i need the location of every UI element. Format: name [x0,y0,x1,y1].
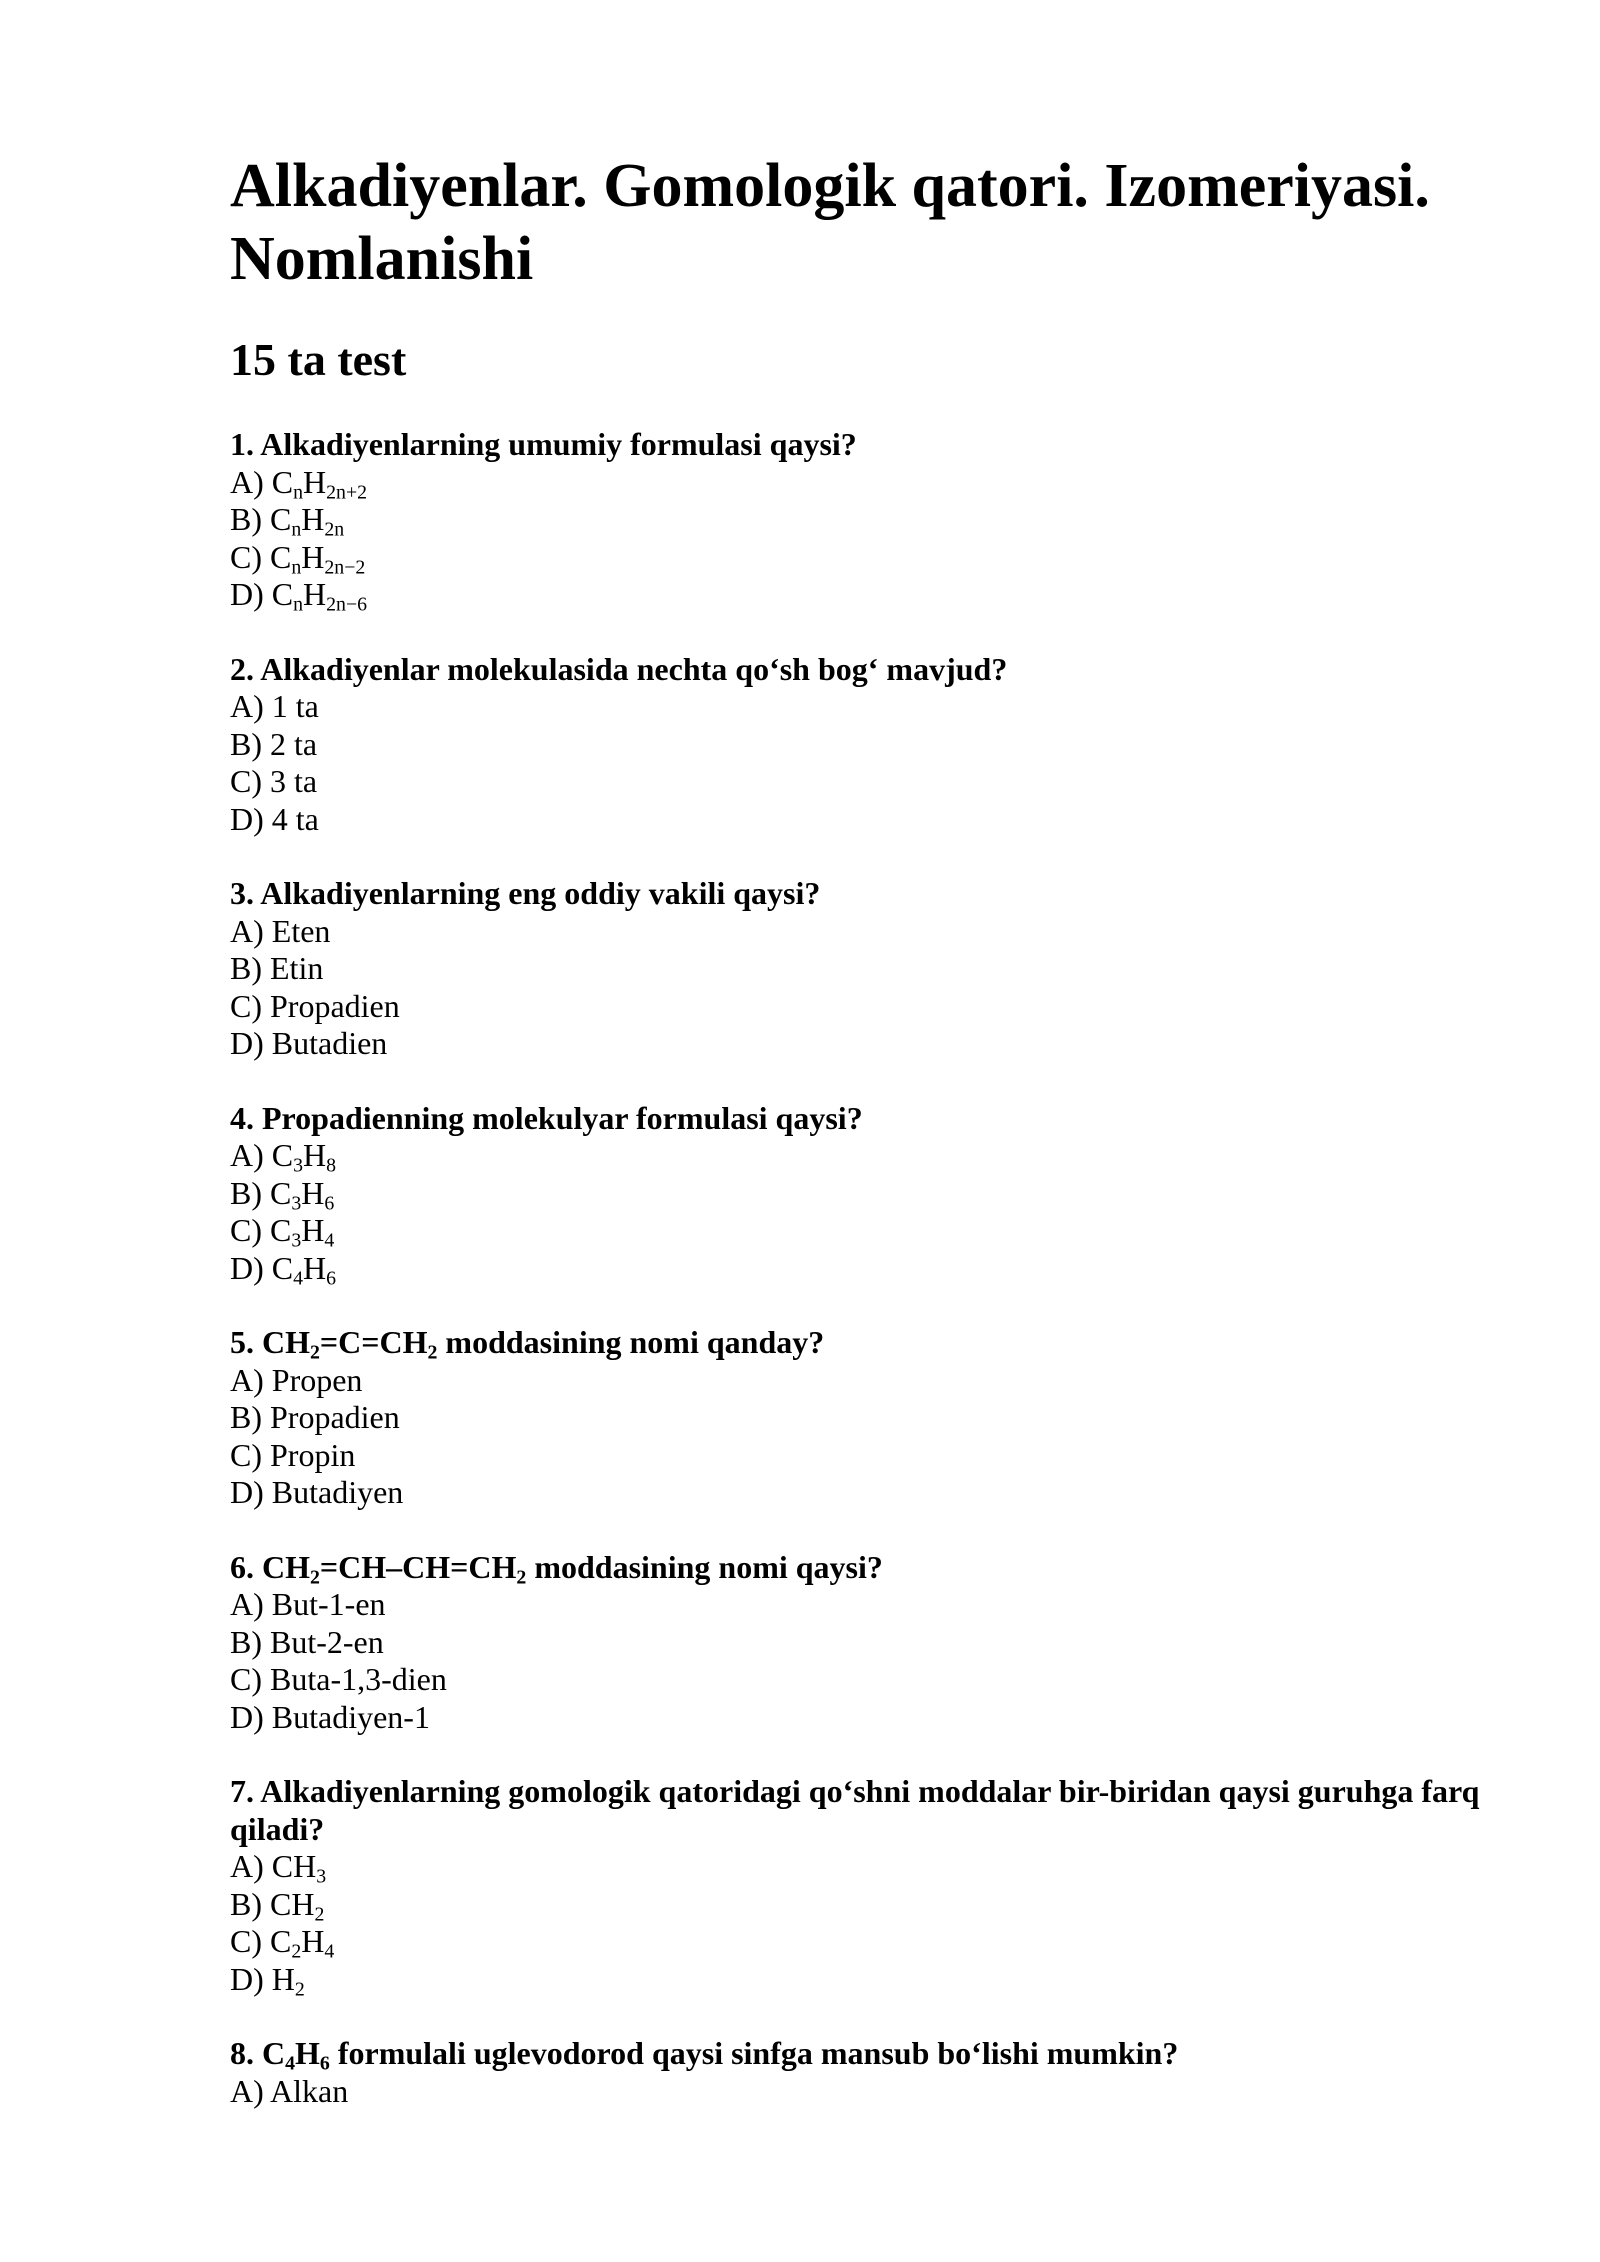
subscript: 2 [427,1341,438,1364]
answer-option [230,1586,1530,1624]
option-letter: D) [230,1698,264,1735]
text-segment: Alkadiyenlarning gomologik qatoridagi qo‘shni moddalar bir-biridan qaysi guruhga farq qiladi? [230,1773,1480,1847]
answer-option [230,688,1530,726]
subscript: 2 [314,1903,325,1926]
answer-option [230,1624,1530,1662]
text-segment: =CH–CH=CH [319,1548,517,1585]
question-number: 1. [230,426,254,462]
answer-option [230,1025,1530,1063]
subscript: 2n [324,518,345,541]
text-segment: Butadiyen-1 [271,1698,430,1735]
subscript: 6 [324,1192,335,1215]
question-block [230,1100,1530,1288]
answer-option [230,501,1530,539]
text-segment: H [301,1174,325,1211]
answer-option [230,950,1530,988]
answer-option [230,539,1530,577]
question-block [230,426,1530,614]
question-number: 2. [230,650,254,687]
option-letter: B) [230,725,262,762]
option-letter: B) [230,950,262,986]
subscript: 2n+2 [326,481,368,504]
text-segment: 1 ta [271,688,319,724]
text-segment: Propadienning molekulyar formulasi qaysi? [262,1099,863,1136]
text-segment: H [301,1212,325,1248]
text-segment: Etin [270,950,324,986]
question-number: 8. [230,2035,254,2071]
text-segment: C [270,1174,292,1211]
subscript: 6 [319,2052,330,2075]
option-letter: C) [230,1661,262,1697]
text-segment: H [301,501,325,537]
text-segment: 4 ta [271,800,319,837]
answer-option [230,1923,1530,1961]
option-letter: D) [230,1474,264,1510]
option-letter: C) [230,1212,262,1248]
document-title: Alkadiyenlar. Gomologik qatori. Izomeriyasi. Nomlanishi [230,152,1430,293]
text-segment: H [303,1137,327,1173]
question-block [230,2035,1530,2110]
option-letter: B) [230,501,262,537]
subscript: 3 [293,1154,304,1177]
text-segment: H [303,576,327,612]
question-text [230,426,1530,464]
text-segment: CH [270,1885,315,1922]
answer-option [230,1699,1530,1737]
option-letter: C) [230,538,262,575]
text-segment: Propen [271,1361,363,1398]
answer-option [230,726,1530,764]
text-segment: C [271,463,294,500]
question-number: 5. [230,1324,254,1360]
text-segment: moddasining nomi qanday? [437,1324,825,1360]
question-block [230,875,1530,1063]
question-text [230,875,1530,913]
answer-option [230,1250,1530,1288]
option-letter: D) [230,576,264,612]
subscript: 4 [285,2052,296,2075]
subscript: n [293,481,304,504]
subscript: 3 [316,1865,327,1888]
question-text [230,1773,1530,1848]
subscript: n [291,556,302,579]
text-segment: Propadien [270,1399,400,1435]
answer-option [230,1212,1530,1250]
text-segment: But-2-en [270,1623,384,1660]
question-text [230,651,1530,689]
text-segment: formulali uglevodorod qaysi sinfga mansub bo‘lishi mumkin? [329,2035,1179,2071]
text-segment: 3 ta [270,763,318,799]
text-segment: C [271,1137,294,1173]
option-letter: A) [230,1361,264,1398]
question-text [230,1549,1530,1587]
answer-option [230,913,1530,951]
option-letter: D) [230,1249,264,1286]
subscript: 2 [310,1341,320,1364]
subscript: 3 [291,1229,302,1252]
question-number: 7. [230,1773,254,1809]
text-segment: Propadien [270,987,400,1024]
subscript: 8 [326,1154,337,1177]
text-segment: H [303,463,327,500]
answer-option [230,1399,1530,1437]
subscript: n [293,593,304,616]
text-segment: Butadien [271,1025,388,1061]
text-segment: Alkan [270,2072,349,2109]
answer-option [230,1848,1530,1886]
option-letter: D) [230,1960,264,1997]
subscript: 2n−2 [324,556,366,579]
question-block [230,1773,1530,2001]
text-segment: C [270,501,292,537]
text-segment: Alkadiyenlarning eng oddiy vakili qaysi? [260,875,821,911]
subscript: 2 [310,1566,320,1589]
option-letter: A) [230,1586,264,1622]
option-letter: B) [230,1174,262,1211]
option-letter: C) [230,987,262,1024]
text-segment: H [271,1960,295,1997]
subscript: 4 [293,1267,304,1290]
question-block [230,1549,1530,1737]
question-block [230,1324,1530,1512]
option-letter: D) [230,800,264,837]
text-segment: 2 ta [270,725,318,762]
text-segment: H [295,2035,320,2071]
text-segment: CH [262,1324,310,1360]
answer-option [230,2073,1530,2111]
text-segment: H [301,538,325,575]
question-text [230,2035,1530,2073]
text-segment: C [270,1923,292,1959]
text-segment: C [262,2035,286,2071]
option-letter: A) [230,2072,264,2109]
subscript: 2n−6 [326,593,368,616]
answer-option [230,763,1530,801]
question-number: 3. [230,875,254,911]
text-segment: moddasining nomi qaysi? [526,1548,883,1585]
option-letter: B) [230,1623,262,1660]
document-page [230,150,1530,2147]
answer-option [230,801,1530,839]
text-segment: Propin [270,1436,356,1473]
question-block [230,651,1530,839]
question-text [230,1100,1530,1138]
text-segment: C [270,538,292,575]
option-letter: C) [230,763,262,799]
option-letter: D) [230,1025,264,1061]
answer-option [230,576,1530,614]
text-segment: H [301,1923,325,1959]
answer-option [230,1437,1530,1475]
answer-option [230,464,1530,502]
question-number: 4. [230,1099,254,1136]
text-segment: H [303,1249,327,1286]
text-segment: Butadiyen [271,1474,404,1510]
option-letter: B) [230,1885,262,1922]
document-subtitle: 15 ta test [230,334,407,385]
subscript: 2 [516,1566,527,1589]
question-text [230,1324,1530,1362]
answer-option [230,1886,1530,1924]
answer-option [230,1137,1530,1175]
text-segment: CH [271,1848,317,1884]
option-letter: C) [230,1436,262,1473]
subscript: n [291,518,302,541]
text-segment: Alkadiyenlarning umumiy formulasi qaysi? [260,426,857,462]
answer-option [230,1474,1530,1512]
text-segment: C [271,1249,294,1286]
option-letter: A) [230,688,264,724]
subscript: 2 [294,1978,305,2001]
option-letter: A) [230,463,264,500]
text-segment: Alkadiyenlar molekulasida nechta qo‘sh bog‘ mavjud? [260,650,1008,687]
text-segment: =C=CH [319,1324,428,1360]
text-segment: Eten [271,912,331,949]
question-number: 6. [230,1548,254,1585]
subscript: 4 [324,1940,335,1963]
subscript: 6 [326,1267,337,1290]
subscript: 2 [291,1940,302,1963]
subscript: 3 [291,1192,302,1215]
text-segment: But-1-en [271,1586,386,1622]
text-segment: Buta-1,3-dien [270,1661,447,1697]
answer-option [230,988,1530,1026]
option-letter: A) [230,912,264,949]
answer-option [230,1175,1530,1213]
answer-option [230,1362,1530,1400]
text-segment: C [271,576,294,612]
text-segment: CH [262,1548,310,1585]
option-letter: A) [230,1848,264,1884]
subscript: 4 [324,1229,335,1252]
question-list [230,426,1530,2110]
answer-option [230,1961,1530,1999]
option-letter: C) [230,1923,262,1959]
text-segment: C [270,1212,292,1248]
option-letter: A) [230,1137,264,1173]
option-letter: B) [230,1399,262,1435]
answer-option [230,1661,1530,1699]
